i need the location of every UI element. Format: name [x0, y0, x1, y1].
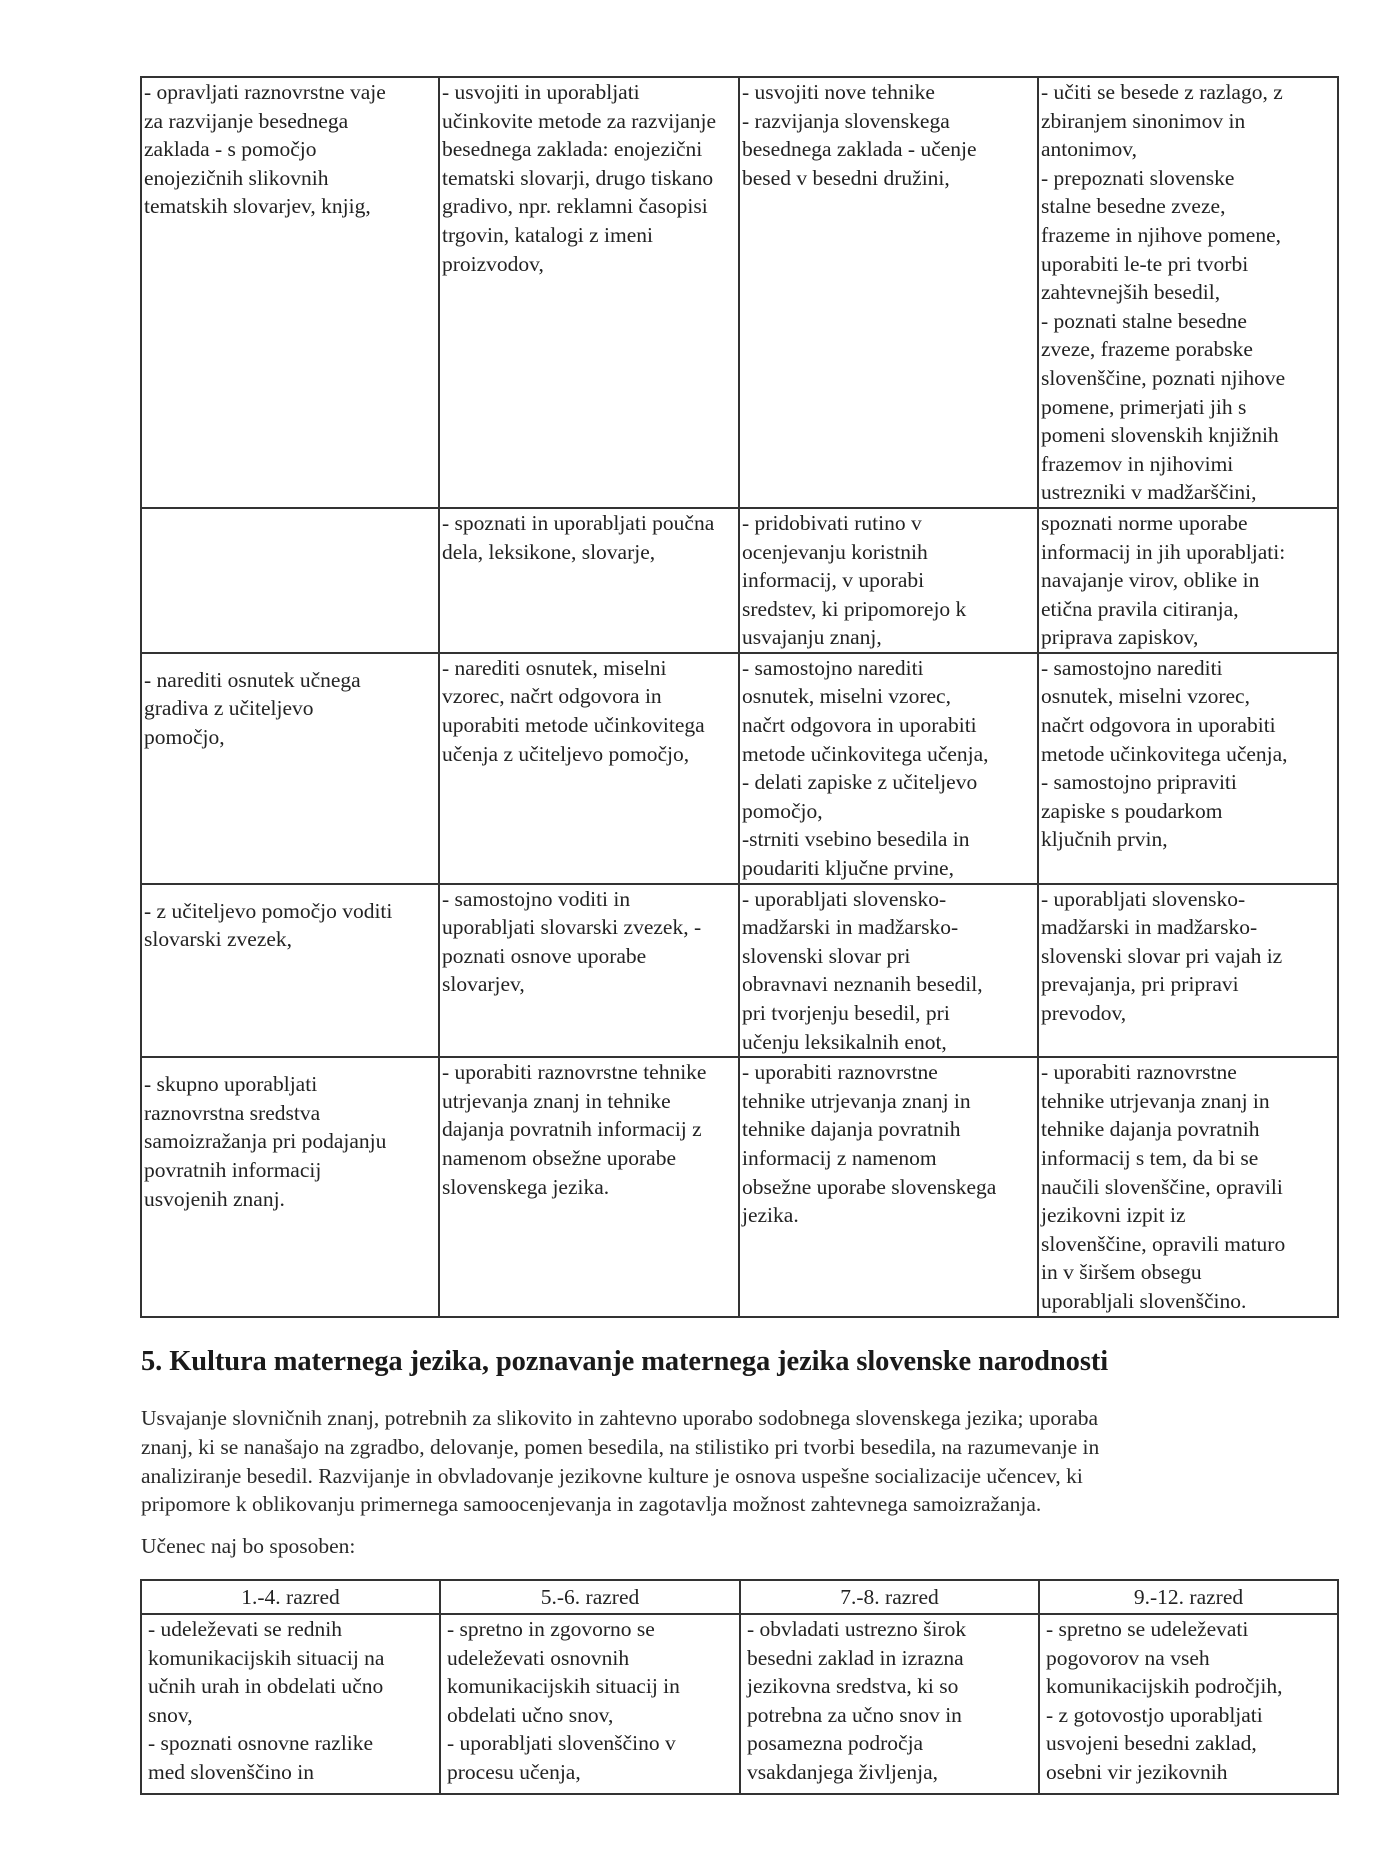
table-cell: - uporabljati slovensko- madžarski in madžarsko- slovenski slovar pri vajah iz prevajanja, pri pripravi prevodov, — [1038, 884, 1338, 1058]
table-cell: - samostojno voditi in uporabljati slovarski zvezek, - poznati osnove uporabe slovarjev, — [439, 884, 739, 1058]
table-cell: - spretno se udeleževati pogovorov na vseh komunikacijskih področjih, - z gotovostjo uporabljati usvojeni besedni zaklad, osebni vir jezikovnih — [1039, 1614, 1338, 1794]
table-cell: - narediti osnutek učnega gradiva z učiteljevo pomočjo, — [141, 653, 439, 884]
section-heading: 5. Kultura maternega jezika, poznavanje maternega jezika slovenske narodnosti — [141, 1346, 1109, 1377]
table-cell: - opravljati raznovrstne vaje za razvijanje besednega zaklada - s pomočjo enojezičnih slikovnih tematskih slovarjev, knjig, — [141, 77, 439, 508]
table-cell: spoznati norme uporabe informacij in jih uporabljati: navajanje virov, oblike in etična pravila citiranja, priprava zapiskov, — [1038, 508, 1338, 653]
column-header: 1.-4. razred — [141, 1580, 440, 1614]
table-cell: - z učiteljevo pomočjo voditi slovarski zvezek, — [141, 884, 439, 1058]
table-cell: - spretno in zgovorno se udeleževati osnovnih komunikacijskih situacij in obdelati učno snov, - uporabljati slovenščino v procesu učenja, — [440, 1614, 740, 1794]
table-cell: - skupno uporabljati raznovrstna sredstva samoizražanja pri podajanju povratnih informacij usvojenih znanj. — [141, 1057, 439, 1316]
table-row — [141, 77, 1338, 508]
intro-line: Učenec naj bo sposoben: — [141, 1534, 356, 1558]
table-cell: - uporabiti raznovrstne tehnike utrjevanja znanj in tehnike dajanja povratnih informacij s tem, da bi se naučili slovenščine, opravili jezikovni izpit iz slovenščine, opravili maturo in v širšem obsegu uporabljali slovenščino. — [1038, 1057, 1338, 1316]
table-cell: - samostojno narediti osnutek, miselni vzorec, načrt odgovora in uporabiti metode učinkovitega učenja, - samostojno pripraviti zapiske s poudarkom ključnih prvin, — [1038, 653, 1338, 884]
table-row — [141, 653, 1338, 884]
table-row — [141, 1614, 1338, 1794]
section-paragraph: Usvajanje slovničnih znanj, potrebnih za slikovito in zahtevno uporabo sodobnega slovenskega jezika; uporaba znanj, ki se nanašajo na zgradbo, delovanje, pomen besedila, na stilistiko pri tvorbi besedila, na razumevanje in analiziranje besedil. Razvijanje in obvladovanje jezikovne kulture je osnova uspešne socializacije učencev, ki pripomore k oblikovanju primernega samoocenjevanja in zagotavlja možnost zahtevnega samoizražanja. — [141, 1406, 1100, 1517]
column-header: 5.-6. razred — [440, 1580, 740, 1614]
table-cell: - učiti se besede z razlago, z zbiranjem sinonimov in antonimov, - prepoznati slovenske stalne besedne zveze, frazeme in njihove pomene, uporabiti le-te pri tvorbi zahtevnejših besedil, - poznati stalne besedne zveze, frazeme porabske slovenščine, poznati njihove pomene, primerjati jih s pomeni slovenskih knjižnih frazemov in njihovimi ustrezniki v madžarščini, — [1038, 77, 1338, 508]
column-header: 7.-8. razred — [740, 1580, 1039, 1614]
table-cell: - usvojiti in uporabljati učinkovite metode za razvijanje besednega zaklada: enojezični tematski slovarji, drugo tiskano gradivo, npr. reklamni časopisi trgovin, katalogi z imeni proizvodov, — [439, 77, 739, 508]
table-cell: - narediti osnutek, miselni vzorec, načrt odgovora in uporabiti metode učinkovitega učenja z učiteljevo pomočjo, — [439, 653, 739, 884]
table-row — [141, 508, 1338, 653]
table-cell: - pridobivati rutino v ocenjevanju koristnih informacij, v uporabi sredstev, ki pripomorejo k usvajanju znanj, — [739, 508, 1038, 653]
column-header: 9.-12. razred — [1039, 1580, 1338, 1614]
table-cell: - spoznati in uporabljati poučna dela, leksikone, slovarje, — [439, 508, 739, 653]
table-cell — [141, 508, 439, 653]
table-cell: - udeleževati se rednih komunikacijskih situacij na učnih urah in obdelati učno snov, - spoznati osnovne razlike med slovenščino in — [141, 1614, 440, 1794]
table-cell: - uporabiti raznovrstne tehnike utrjevanja znanj in tehnike dajanja povratnih informacij z namenom obsežne uporabe slovenskega jezika. — [739, 1057, 1038, 1316]
table-cell: - uporabljati slovensko- madžarski in madžarsko- slovenski slovar pri obravnavi neznanih besedil, pri tvorjenju besedil, pri učenju leksikalnih enot, — [739, 884, 1038, 1058]
table-row — [141, 1057, 1338, 1316]
table-header-row — [141, 1580, 1338, 1614]
competency-table-continued — [140, 76, 1339, 1318]
table-cell: - samostojno narediti osnutek, miselni vzorec, načrt odgovora in uporabiti metode učinkovitega učenja, - delati zapiske z učiteljevo pomočjo, -strniti vsebino besedila in poudariti ključne prvine, — [739, 653, 1038, 884]
competency-table — [140, 1579, 1339, 1795]
table-cell: - uporabiti raznovrstne tehnike utrjevanja znanj in tehnike dajanja povratnih informacij z namenom obsežne uporabe slovenskega jezika. — [439, 1057, 739, 1316]
table-row — [141, 884, 1338, 1058]
table-cell: - usvojiti nove tehnike - razvijanja slovenskega besednega zaklada - učenje besed v besedni družini, — [739, 77, 1038, 508]
table-cell: - obvladati ustrezno širok besedni zaklad in izrazna jezikovna sredstva, ki so potrebna za učno snov in posamezna področja vsakdanjega življenja, — [740, 1614, 1039, 1794]
